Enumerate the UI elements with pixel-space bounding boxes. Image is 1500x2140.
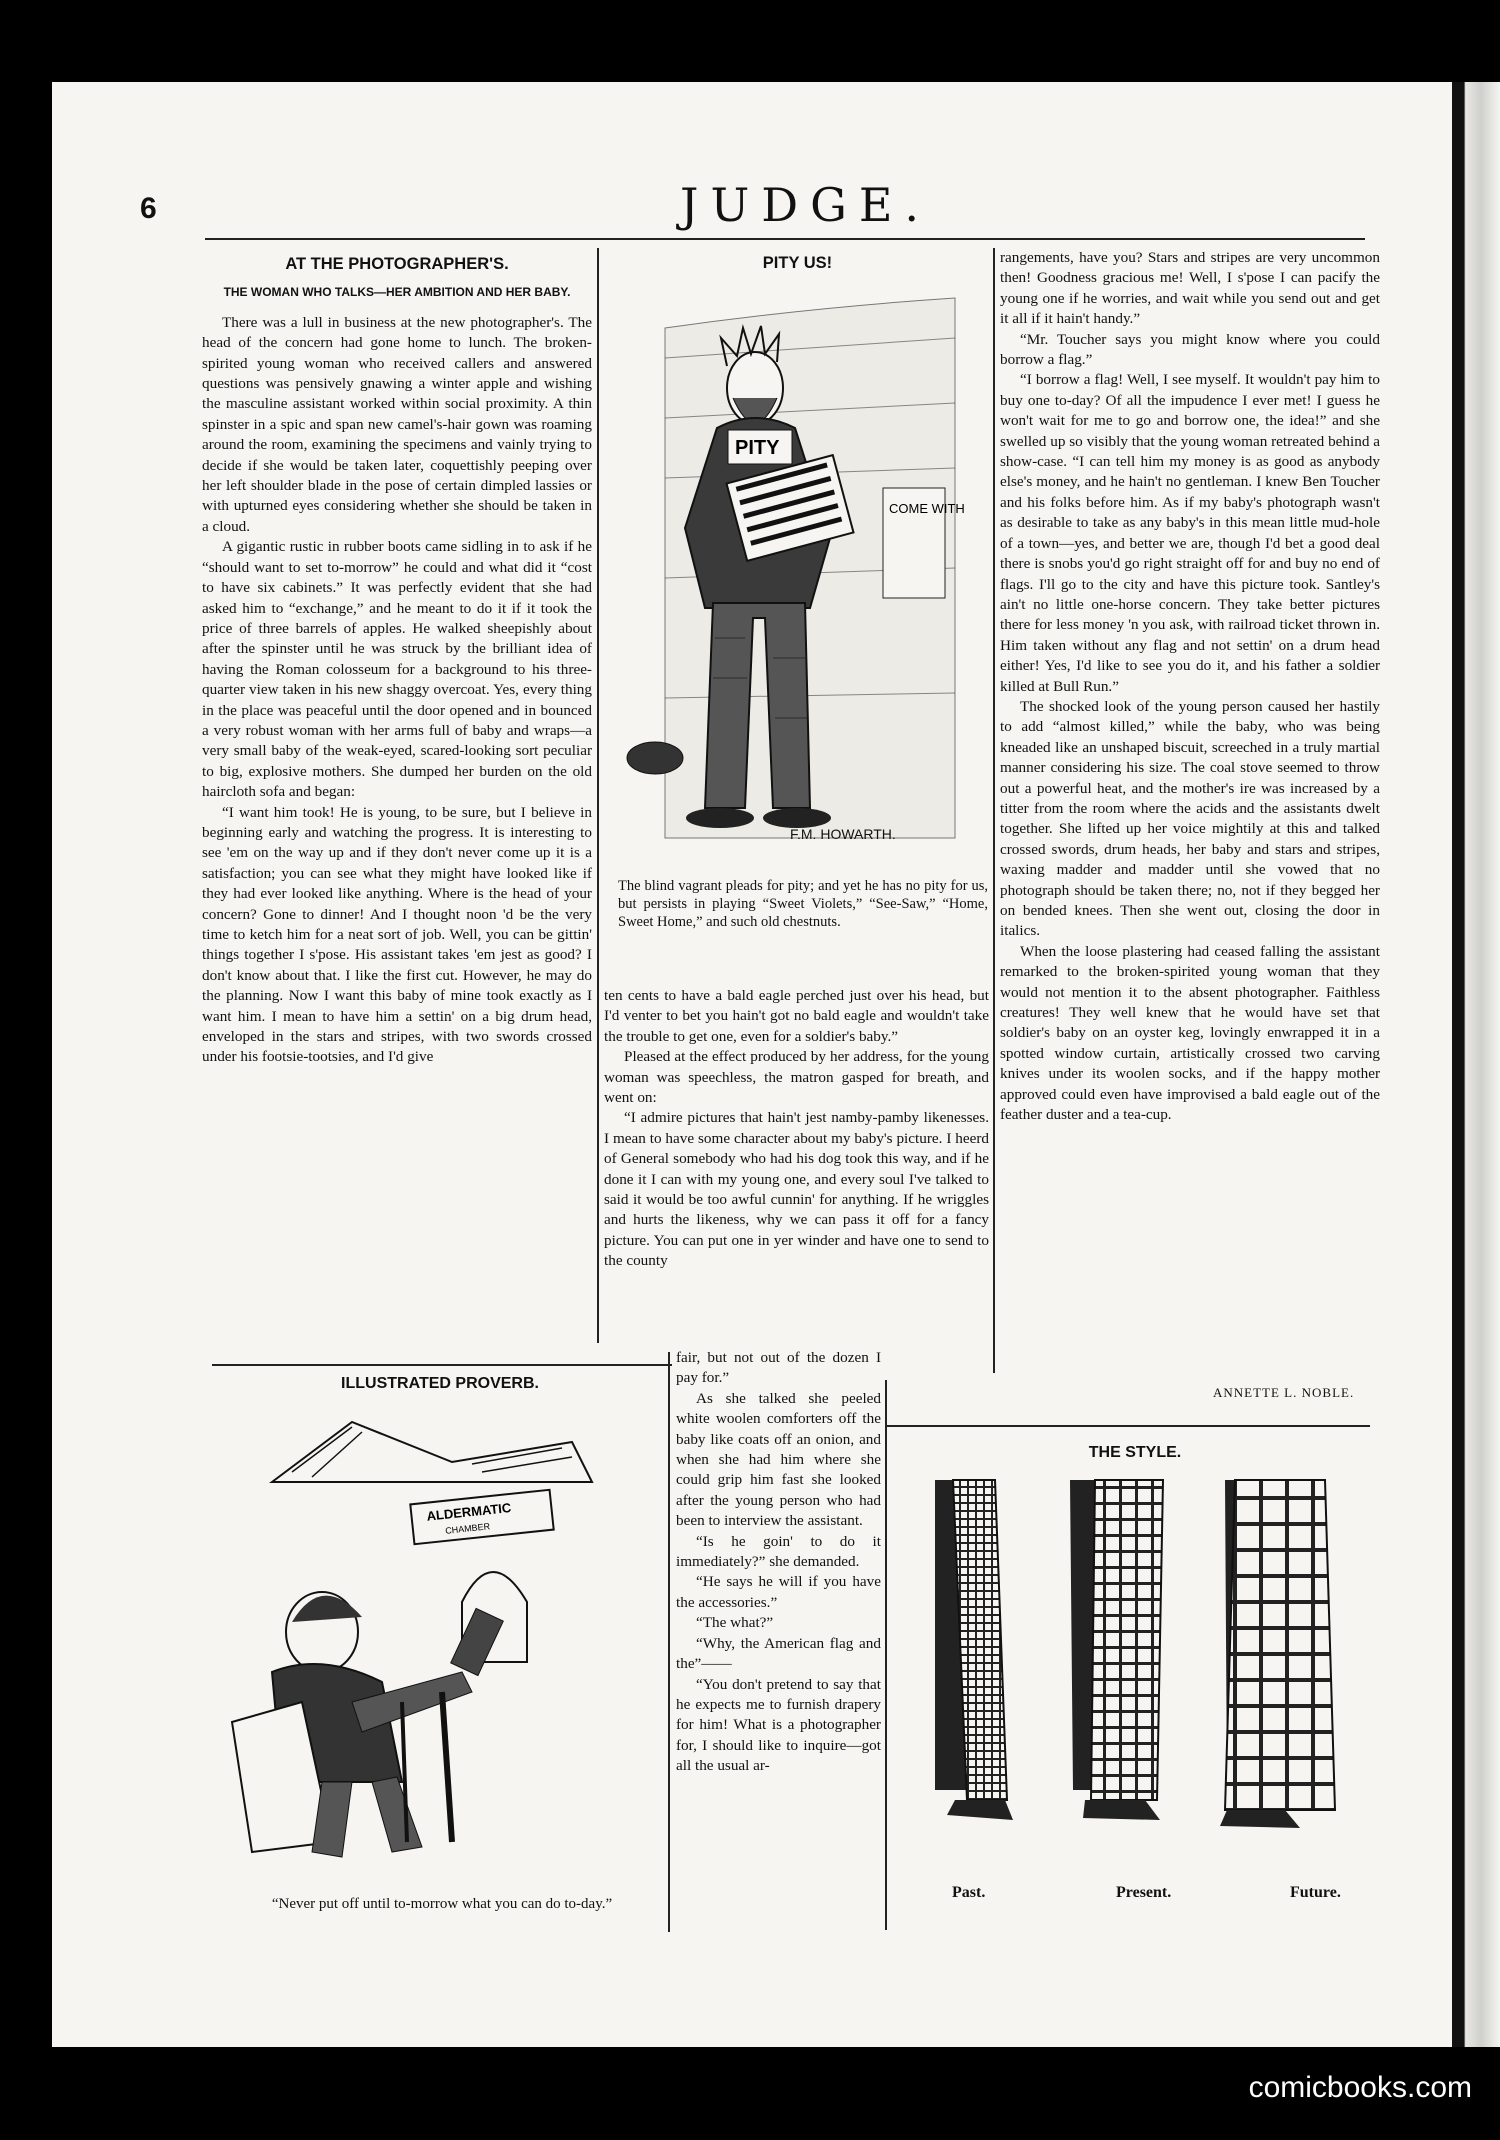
door-sign-line2: CHAMBER <box>444 1521 491 1536</box>
section-rule <box>212 1364 672 1366</box>
paragraph: rangements, have you? Stars and stripes are very uncommon then! Goodness gracious me! Well, I s'pose I can pacify the young one if he worries, and wait while you send out and get it all if it hain't handy.” <box>1000 249 1380 328</box>
masthead-rule <box>205 238 1365 240</box>
article-column-2b <box>676 1348 881 1777</box>
style-label-present: Present. <box>1116 1884 1172 1901</box>
paragraph: fair, but not out of the dozen I pay for.” <box>676 1349 881 1387</box>
paragraph: “Why, the American flag and the”—— <box>676 1634 881 1673</box>
masthead-title: JUDGE. <box>680 178 932 232</box>
paragraph: Pleased at the effect produced by her address, for the young woman was speechless, the matron gasped for breath, and went on: <box>604 1048 989 1107</box>
article-column-2 <box>604 986 989 1272</box>
style-title: THE STYLE. <box>1088 1444 1182 1461</box>
door-sign-line1: ALDERMATIC <box>425 1499 512 1524</box>
paragraph: A gigantic rustic in rubber boots came sidling in to ask if he “should want to set to-morrow” he could and what did it “cost to have six cabinets.” It was perfectly evident that she had asked him to “exchange,” and he meant to do it if it took the price of three barrels of apples. He walked sheepishly about after the spinster until he was struck by the brilliant idea of having the Roman colosseum for a background to his three-quarter view taken in his new shaggy overcoat. Yes, every thing in the place was peaceful until the door opened and in bounced a very robust woman with her arms full of baby and wraps—a very small baby of the weak-eyed, scared-looking sort peculiar to big, explosive mothers. She dumped her burden on the old haircloth sofa and began: <box>202 538 592 801</box>
paragraph: “The what?” <box>696 1614 774 1632</box>
paragraph: “He says he will if you have the accessories.” <box>676 1573 881 1611</box>
pity-caption: The blind vagrant pleads for pity; and yet he has no pity for us, but persists in playing “Sweet Violets,” “See-Saw,” “Home, Sweet Home,” and such old chestnuts. <box>618 878 988 930</box>
proverb-caption: “Never put off until to-morrow what you can do to-day.” <box>271 1896 613 1912</box>
column-rule <box>885 1380 887 1930</box>
paragraph: “I admire pictures that hain't jest namby-pamby likenesses. I mean to have some character about my baby's picture. I heerd of General somebody who had his dog took this way, and if he done it I can with my young one, and every soul I've talked to said it would be too awful cunnin' for anything. If he wriggles and hurts the likeness, why we can pass it off for a fancy picture. You can put one in yer winder and have one to send to the county <box>604 1109 989 1270</box>
pity-sign-text: PITY <box>735 437 780 459</box>
paragraph: “I want him took! He is young, to be sure, but I believe in beginning early and watching the progress. It is interesting to see 'em on the way up and if they don't never come up it is a satisfaction; you can see what they might have looked like if they had ever looked like anything. Where is the head of your concern? Gone to dinner! And I thought noon 'd be the very time to ketch him for a neat sort of job. Well, you can be gittin' things together I s'pose. His assistant takes 'em jest as good? I don't know about that. I like the first cut. However, he may do the planning. Now I want this baby of mine took exactly as I want him. I mean to have him a settin' on a big drum head, enveloped in the stars and stripes, with two swords crossed under his footsie-tootsies, and I'd give <box>202 803 592 1066</box>
section-rule <box>885 1425 1370 1427</box>
wall-sign-text: COME WITH <box>889 501 965 516</box>
paragraph: As she talked she peeled white woolen comforters off the baby like coats off an onion, and when she had him where she could grip him fast she looked after the young person who had been to interview the assistant. <box>676 1389 881 1530</box>
page-gutter <box>1452 82 1500 2047</box>
paragraph: There was a lull in business at the new photographer's. The head of the concern had gone home to lunch. The broken-spirited young woman who received callers and answered questions was pensively gnawing a winter apple and wishing the masculine assistant worked within social proximity. A thin spinster in a spic and span new camel's-hair gown was roaming around the room, examining the specimens and vainly trying to decide if she would be taken later, coquettishly peeping over her left shoulder blade in the pose of certain dimpled lassies or with upturned eyes considering whether she should be taken in a cloud. <box>202 313 592 535</box>
paragraph: “I borrow a flag! Well, I see myself. It wouldn't pay him to buy one to-day? Of all the impudence I ever met! I guess he won't wait for me to go and borrow one, the idea!” and she swelled up so visibly that the young woman retreated behind a show-case. “I can tell him my money is as good as anybody else's money, and he hain't no gentleman. I knew Ben Toucher and his folks before him. As if my baby's photograph wasn't as desirable to take as any baby's in this mean little mud-hole of a town—yes, and better we are, though I'd bet a good deal there is snobs you'd go right straight off for and buy no end of flags. I'll go to the city and have this picture took. Santley's ain't no little one-horse concern. They take better pictures there for less money 'n you ask, with railroad ticket thrown in. Him taken without any flag and not settin' on a drum head either! Yes, I'd like to see you do it, and his father a soldier killed at Bull Run.” <box>1000 371 1380 695</box>
paragraph: The shocked look of the young person caused her hastily to add “almost killed,” while the baby, who was being kneaded like an unshaped biscuit, screeched in a truly martial manner considering his size. The coal stove seemed to throw out a powerful heat, and the mother's ire was increased by a titter from the room where the acids and the assistants dwelt together. She lifted up her voice mightily at this and talked crossed swords, drum heads, her baby and stars and stripes, waxing madder and madder until she vowed that no photograph should be taken there; no, not if they begged her on bended knees. Then she went out, closing the door in italics. <box>1000 697 1380 940</box>
paragraph: “You don't pretend to say that he expects me to furnish drapery for him! What is a photographer for, I should like to inquire—got all the usual ar- <box>676 1675 881 1775</box>
article-title: AT THE PHOTOGRAPHER'S. <box>285 255 509 273</box>
column-rule <box>668 1352 670 1932</box>
page-number: 6 <box>140 192 157 225</box>
style-label-future: Future. <box>1290 1884 1341 1901</box>
article-column-3 <box>1000 248 1380 1125</box>
bottle-icon <box>451 1608 504 1675</box>
paragraph: When the loose plastering had ceased falling the assistant remarked to the broken-spirited young woman that they would not mention it to the absent photographer. Faithless creatures! They well knew that he would have set that soldier's baby on an oyster keg, lovingly enwrapped it in a spotted window curtain, artistically crossed two carving knives under its woolen socks, and if the happy mother approved could even have improvised a bald eagle out of the feather duster and a tea-cup. <box>1000 942 1380 1124</box>
pity-artist-signature: F.M. HOWARTH. <box>790 826 896 842</box>
author-signature: ANNETTE L. NOBLE. <box>1213 1385 1355 1400</box>
style-label-past: Past. <box>952 1884 986 1901</box>
paragraph: “Mr. Toucher says you might know where you could borrow a flag.” <box>1000 330 1380 369</box>
pity-title: PITY US! <box>762 254 833 272</box>
proverb-illustration <box>212 1402 662 1882</box>
paragraph: “Is he goin' to do it immediately?” she demanded. <box>676 1532 881 1571</box>
style-illustration <box>895 1470 1375 1870</box>
article-subtitle: THE WOMAN WHO TALKS—HER AMBITION AND HER BABY. <box>223 285 571 300</box>
column-rule <box>597 248 599 1343</box>
watermark: comicbooks.com <box>1248 2071 1472 2104</box>
hat-icon <box>627 742 683 774</box>
proverb-title: ILLUSTRATED PROVERB. <box>341 1375 539 1392</box>
column-rule <box>993 248 995 1373</box>
paragraph: ten cents to have a bald eagle perched just over his head, but I'd venter to bet you hain't got no bald eagle and wouldn't take the trouble to get one, even for a soldier's baby.” <box>604 987 989 1045</box>
article-column-1 <box>202 254 592 1068</box>
pity-illustration <box>625 278 980 858</box>
